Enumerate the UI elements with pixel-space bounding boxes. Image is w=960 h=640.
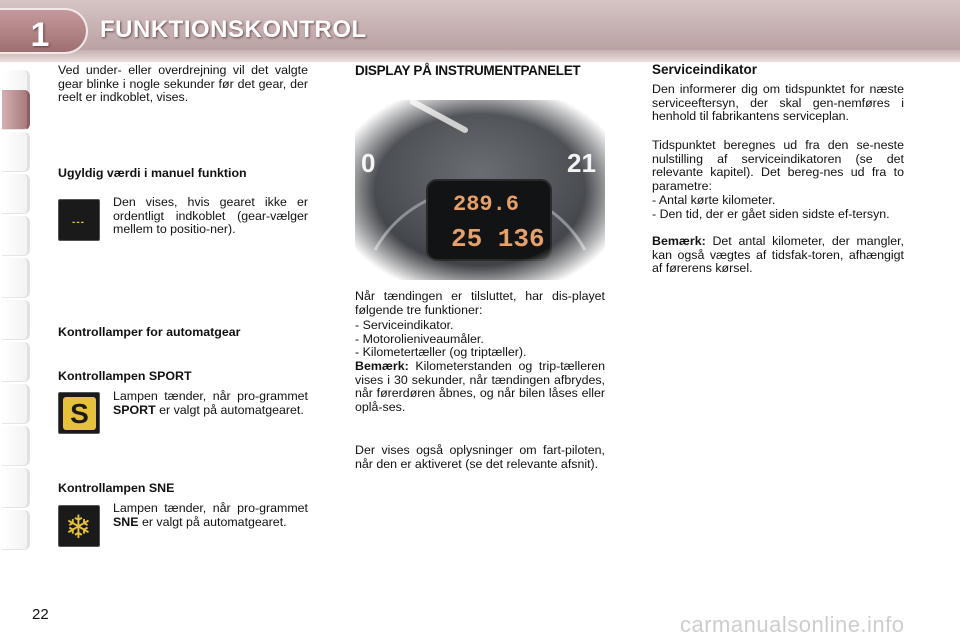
- sne-text-post: er valgt på automatgearet.: [141, 514, 287, 529]
- chapter-tab[interactable]: [2, 426, 30, 466]
- chapter-tab[interactable]: [2, 384, 30, 424]
- page-title: FUNKTIONSKONTROL: [100, 16, 367, 43]
- sport-lamp-icon: S: [58, 392, 100, 434]
- instrument-panel-photo: [355, 100, 605, 280]
- display-functions-list: [355, 319, 605, 360]
- invalid-value-text: Den vises, hvis gearet ikke er ordentligt indkoblet (gear-vælger mellem to positio-ner).: [113, 195, 308, 237]
- list-item: - Motorolieniveaumåler.: [355, 331, 484, 346]
- display-section-title: DISPLAY PÅ INSTRUMENTPANELET: [355, 63, 581, 78]
- chapter-tab[interactable]: [2, 342, 30, 382]
- display-note: [355, 360, 605, 414]
- chapter-number: 1: [30, 16, 50, 54]
- chapter-tab[interactable]: [2, 132, 30, 172]
- note-text: Det antal kilometer, der mangler, kan også vægtes af tidsfak-toren, afhængigt af førerens kørsel.: [652, 234, 904, 276]
- chapter-tab[interactable]: [2, 300, 30, 340]
- auto-gear-heading: Kontrollamper for automatgear: [58, 325, 241, 339]
- chapter-tab[interactable]: [2, 174, 30, 214]
- sne-text-pre: Lampen tænder, når pro-grammet: [113, 501, 308, 515]
- chapter-tab[interactable]: [2, 216, 30, 256]
- page-number: 22: [32, 606, 49, 623]
- cruise-control-note: Der vises også oplysninger om fart-piloten, når den er aktiveret (se det relevante afsnit).: [355, 443, 605, 471]
- list-item: - Antal kørte kilometer.: [652, 193, 776, 207]
- note-label: Bemærk:: [355, 359, 409, 373]
- sport-text-post: er valgt på automatgearet.: [159, 402, 304, 417]
- watermark: carmanualsonline.info: [680, 612, 905, 637]
- service-note: [652, 235, 904, 276]
- sne-text: [113, 502, 308, 529]
- note-label: Bemærk:: [652, 234, 706, 248]
- service-parameters-list: [652, 194, 904, 221]
- note-text: Kilometerstanden og trip-tælleren vises i 30 sekunder, når tændingen afbrydes, når førerdøren åbnes, og når bilen låses eller oplå-ses.: [355, 359, 605, 414]
- page-header: [0, 0, 960, 62]
- sport-heading: Kontrollampen SPORT: [58, 369, 192, 383]
- display-intro: Når tændingen er tilsluttet, har dis-playet følgende tre funktioner:: [355, 289, 605, 317]
- invalid-value-heading: Ugyldig værdi i manuel funktion: [58, 166, 247, 180]
- snowflake-lamp-icon: ❄: [58, 505, 100, 547]
- list-item: - Kilometertæller (og triptæller).: [355, 345, 527, 360]
- list-item: - Serviceindikator.: [355, 318, 454, 332]
- chapter-tab-rail: [0, 70, 34, 580]
- intro-paragraph: Ved under- eller overdrejning vil det valgte gear blinke i nogle sekunder før det gear, der reelt er indkoblet, vises.: [58, 63, 308, 105]
- sne-heading: Kontrollampen SNE: [58, 481, 175, 495]
- sport-text: [113, 390, 308, 417]
- chapter-badge: [0, 8, 88, 54]
- list-item: - Den tid, der er gået siden sidste ef-tersyn.: [652, 206, 890, 221]
- header-shade: [0, 50, 960, 62]
- service-paragraph-2: Tidspunktet beregnes ud fra den se-neste nulstilling af serviceindikatoren (se det relevante kapitel). Det bereg-nes ud fra to parametre:: [652, 138, 904, 193]
- chapter-tab[interactable]: [2, 258, 30, 298]
- chapter-tab[interactable]: [2, 510, 30, 550]
- sne-keyword: SNE: [113, 514, 139, 529]
- chapter-tab-active[interactable]: [2, 90, 30, 130]
- sport-text-pre: Lampen tænder, når pro-grammet: [113, 389, 308, 403]
- service-paragraph-1: Den informerer dig om tidspunktet for næste serviceeftersyn, der skal gen-nemføres i henhold til fabrikantens serviceplan.: [652, 82, 904, 124]
- sport-keyword: SPORT: [113, 402, 156, 417]
- chapter-tab[interactable]: [2, 468, 30, 508]
- invalid-gear-indicator-icon: ---: [58, 199, 100, 241]
- service-indicator-title: Serviceindikator: [652, 62, 758, 77]
